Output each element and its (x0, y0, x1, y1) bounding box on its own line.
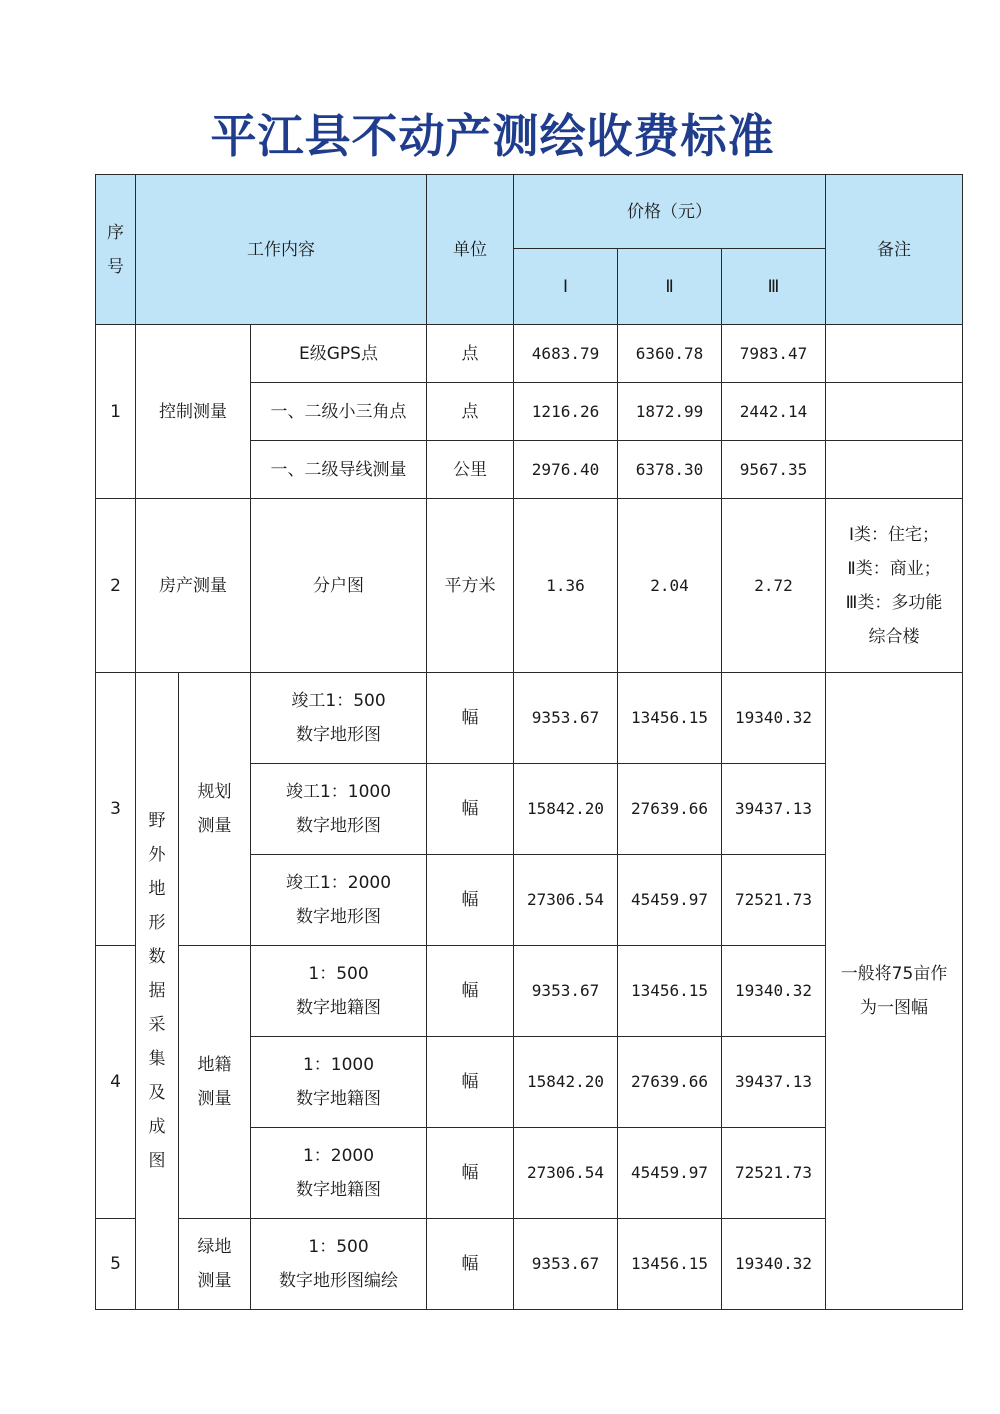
item-name: 1：500 数字地形图编绘 (251, 1219, 427, 1310)
unit-cell: 幅 (427, 764, 514, 855)
item-name: 竣工1：1000 数字地形图 (251, 764, 427, 855)
price-1: 1216.26 (514, 383, 618, 441)
price-2: 45459.97 (618, 855, 722, 946)
table-row (96, 325, 963, 383)
header-unit: 单位 (427, 175, 514, 325)
price-2: 13456.15 (618, 1219, 722, 1310)
remark-line: 一般将75亩作 (840, 964, 948, 984)
price-1: 27306.54 (514, 1128, 618, 1219)
price-2: 6378.30 (618, 441, 722, 499)
remark-cell (826, 441, 963, 499)
price-1: 9353.67 (514, 1219, 618, 1310)
group-label: 野外地形数据采集及成图 (148, 811, 166, 1171)
header-remark: 备注 (826, 175, 963, 325)
remark-cell (826, 325, 963, 383)
unit-cell: 幅 (427, 946, 514, 1037)
header-class-1: Ⅰ (514, 249, 618, 325)
price-3: 2442.14 (722, 383, 826, 441)
unit-cell: 幅 (427, 855, 514, 946)
price-1: 9353.67 (514, 946, 618, 1037)
price-2: 13456.15 (618, 946, 722, 1037)
item-name: 分户图 (251, 499, 427, 673)
price-2: 6360.78 (618, 325, 722, 383)
sub-category-cell: 地籍 测量 (179, 946, 251, 1219)
header-content: 工作内容 (136, 175, 427, 325)
item-name: 一、二级小三角点 (251, 383, 427, 441)
header-price: 价格（元） (514, 175, 826, 249)
price-3: 19340.32 (722, 673, 826, 764)
item-name: 竣工1：2000 数字地形图 (251, 855, 427, 946)
price-2: 27639.66 (618, 764, 722, 855)
remark-line: Ⅰ类：住宅； (849, 524, 940, 545)
price-2: 27639.66 (618, 1037, 722, 1128)
price-2: 1872.99 (618, 383, 722, 441)
page-title: 平江县不动产测绘收费标准 (210, 109, 775, 163)
item-name: E级GPS点 (251, 325, 427, 383)
seq-cell: 4 (96, 946, 136, 1219)
seq-cell: 3 (96, 673, 136, 946)
item-name: 1：500 数字地籍图 (251, 946, 427, 1037)
price-1: 9353.67 (514, 673, 618, 764)
category-cell: 控制测量 (136, 325, 251, 499)
price-3: 2.72 (722, 499, 826, 673)
item-name: 1：2000 数字地籍图 (251, 1128, 427, 1219)
remark-line: Ⅲ类：多功能 (845, 592, 943, 613)
group-label-cell (136, 673, 179, 1310)
item-name: 1：1000 数字地籍图 (251, 1037, 427, 1128)
price-2: 13456.15 (618, 673, 722, 764)
price-3: 39437.13 (722, 1037, 826, 1128)
item-name: 竣工1：500 数字地形图 (251, 673, 427, 764)
sub-category-cell: 绿地 测量 (179, 1219, 251, 1310)
unit-cell: 平方米 (427, 499, 514, 673)
seq-cell: 2 (96, 499, 136, 673)
remark-cell (826, 383, 963, 441)
unit-cell: 幅 (427, 1219, 514, 1310)
price-3: 9567.35 (722, 441, 826, 499)
header-class-2: Ⅱ (618, 249, 722, 325)
remark-line: Ⅱ类：商业； (847, 558, 941, 579)
table-row (96, 673, 963, 764)
price-1: 2976.40 (514, 441, 618, 499)
price-1: 4683.79 (514, 325, 618, 383)
item-name: 一、二级导线测量 (251, 441, 427, 499)
price-3: 72521.73 (722, 1128, 826, 1219)
remark-cell (826, 499, 963, 673)
price-3: 72521.73 (722, 855, 826, 946)
unit-cell: 幅 (427, 1128, 514, 1219)
price-1: 15842.20 (514, 764, 618, 855)
price-3: 39437.13 (722, 764, 826, 855)
unit-cell: 幅 (427, 673, 514, 764)
remark-line: 综合楼 (868, 626, 920, 647)
remark-line: 为一图幅 (860, 998, 929, 1018)
price-1: 27306.54 (514, 855, 618, 946)
unit-cell: 点 (427, 383, 514, 441)
price-1: 15842.20 (514, 1037, 618, 1128)
remark-cell (826, 673, 963, 1310)
category-cell: 房产测量 (136, 499, 251, 673)
unit-cell: 点 (427, 325, 514, 383)
price-3: 19340.32 (722, 1219, 826, 1310)
price-3: 7983.47 (722, 325, 826, 383)
fee-table (95, 174, 963, 1310)
price-2: 2.04 (618, 499, 722, 673)
seq-cell: 5 (96, 1219, 136, 1310)
unit-cell: 幅 (427, 1037, 514, 1128)
table-row (96, 499, 963, 673)
header-seq: 序号 (96, 175, 136, 325)
header-class-3: Ⅲ (722, 249, 826, 325)
price-2: 45459.97 (618, 1128, 722, 1219)
price-1: 1.36 (514, 499, 618, 673)
sub-category-cell: 规划 测量 (179, 673, 251, 946)
seq-cell: 1 (96, 325, 136, 499)
unit-cell: 公里 (427, 441, 514, 499)
price-3: 19340.32 (722, 946, 826, 1037)
